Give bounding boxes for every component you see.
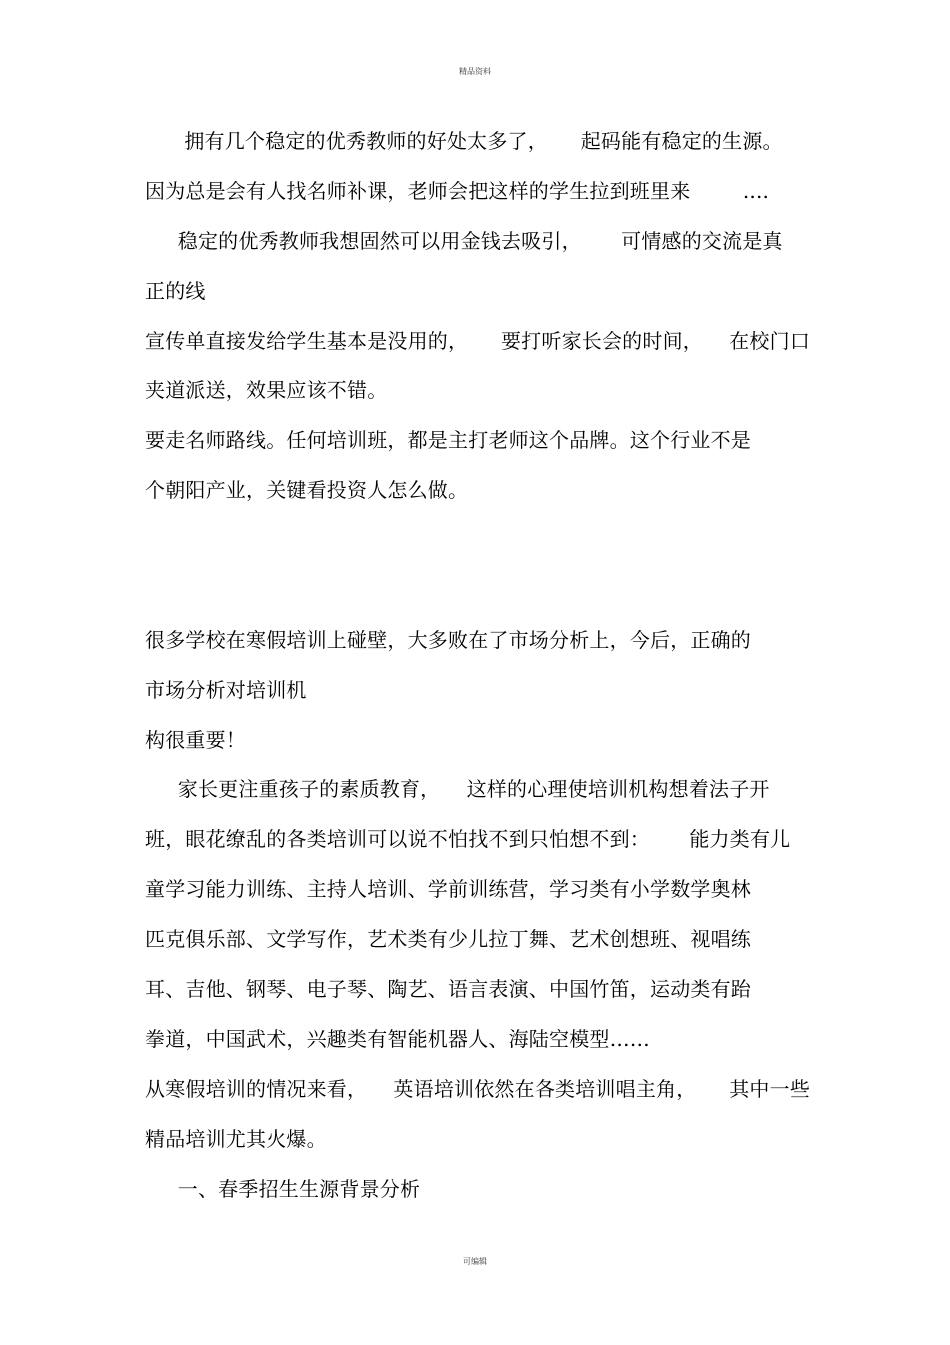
paragraph-line: 稳定的优秀教师我想固然可以用金钱去吸引， 可情感的交流是真	[145, 229, 783, 253]
paragraph-line: 市场分析对培训机	[145, 678, 307, 702]
paragraph-line: 要走名师路线。任何培训班，都是主打老师这个品牌。这个行业不是	[145, 428, 751, 452]
paragraph-line: 班，眼花缭乱的各类培训可以说不怕找不到只怕想不到： 能力类有儿	[145, 827, 791, 851]
paragraph-line: 个朝阳产业，关键看投资人怎么做。	[145, 478, 469, 502]
paragraph-line: 构很重要！	[145, 728, 246, 752]
paragraph-line: 耳、吉他、钢琴、电子琴、陶艺、语言表演、中国竹笛，运动类有跆	[145, 977, 751, 1001]
paragraph-line: 拥有几个稳定的优秀教师的好处太多了， 起码能有稳定的生源。	[145, 129, 783, 153]
paragraph-line: 拳道，中国武术，兴趣类有智能机器人、海陆空模型……	[145, 1027, 650, 1051]
paragraph-line: 家长更注重孩子的素质教育， 这样的心理使培训机构想着法子开	[145, 777, 770, 801]
section-heading: 一、春季招生生源背景分析	[145, 1177, 421, 1201]
paragraph-line: 从寒假培训的情况来看， 英语培训依然在各类培训唱主角， 其中一些	[145, 1077, 811, 1101]
paragraph-line: 很多学校在寒假培训上碰壁，大多败在了市场分析上，今后，正确的	[145, 628, 751, 652]
page-footer-label: 可编辑	[463, 1257, 487, 1266]
paragraph-line: 匹克俱乐部、文学写作，艺术类有少儿拉丁舞、艺术创想班、视唱练	[145, 927, 751, 951]
paragraph-line: 精品培训尤其火爆。	[145, 1127, 327, 1151]
paragraph-line: 宣传单直接发给学生基本是没用的， 要打听家长会的时间， 在校门口	[145, 329, 811, 353]
paragraph-line: 正的线	[145, 279, 206, 303]
paragraph-line: 因为总是会有人找名师补课，老师会把这样的学生拉到班里来 ....	[145, 179, 770, 203]
page-header-label: 精品资料	[459, 67, 491, 76]
paragraph-line: 童学习能力训练、主持人培训、学前训练营，学习类有小学数学奥林	[145, 877, 751, 901]
paragraph-line: 夹道派送，效果应该不错。	[145, 378, 388, 402]
